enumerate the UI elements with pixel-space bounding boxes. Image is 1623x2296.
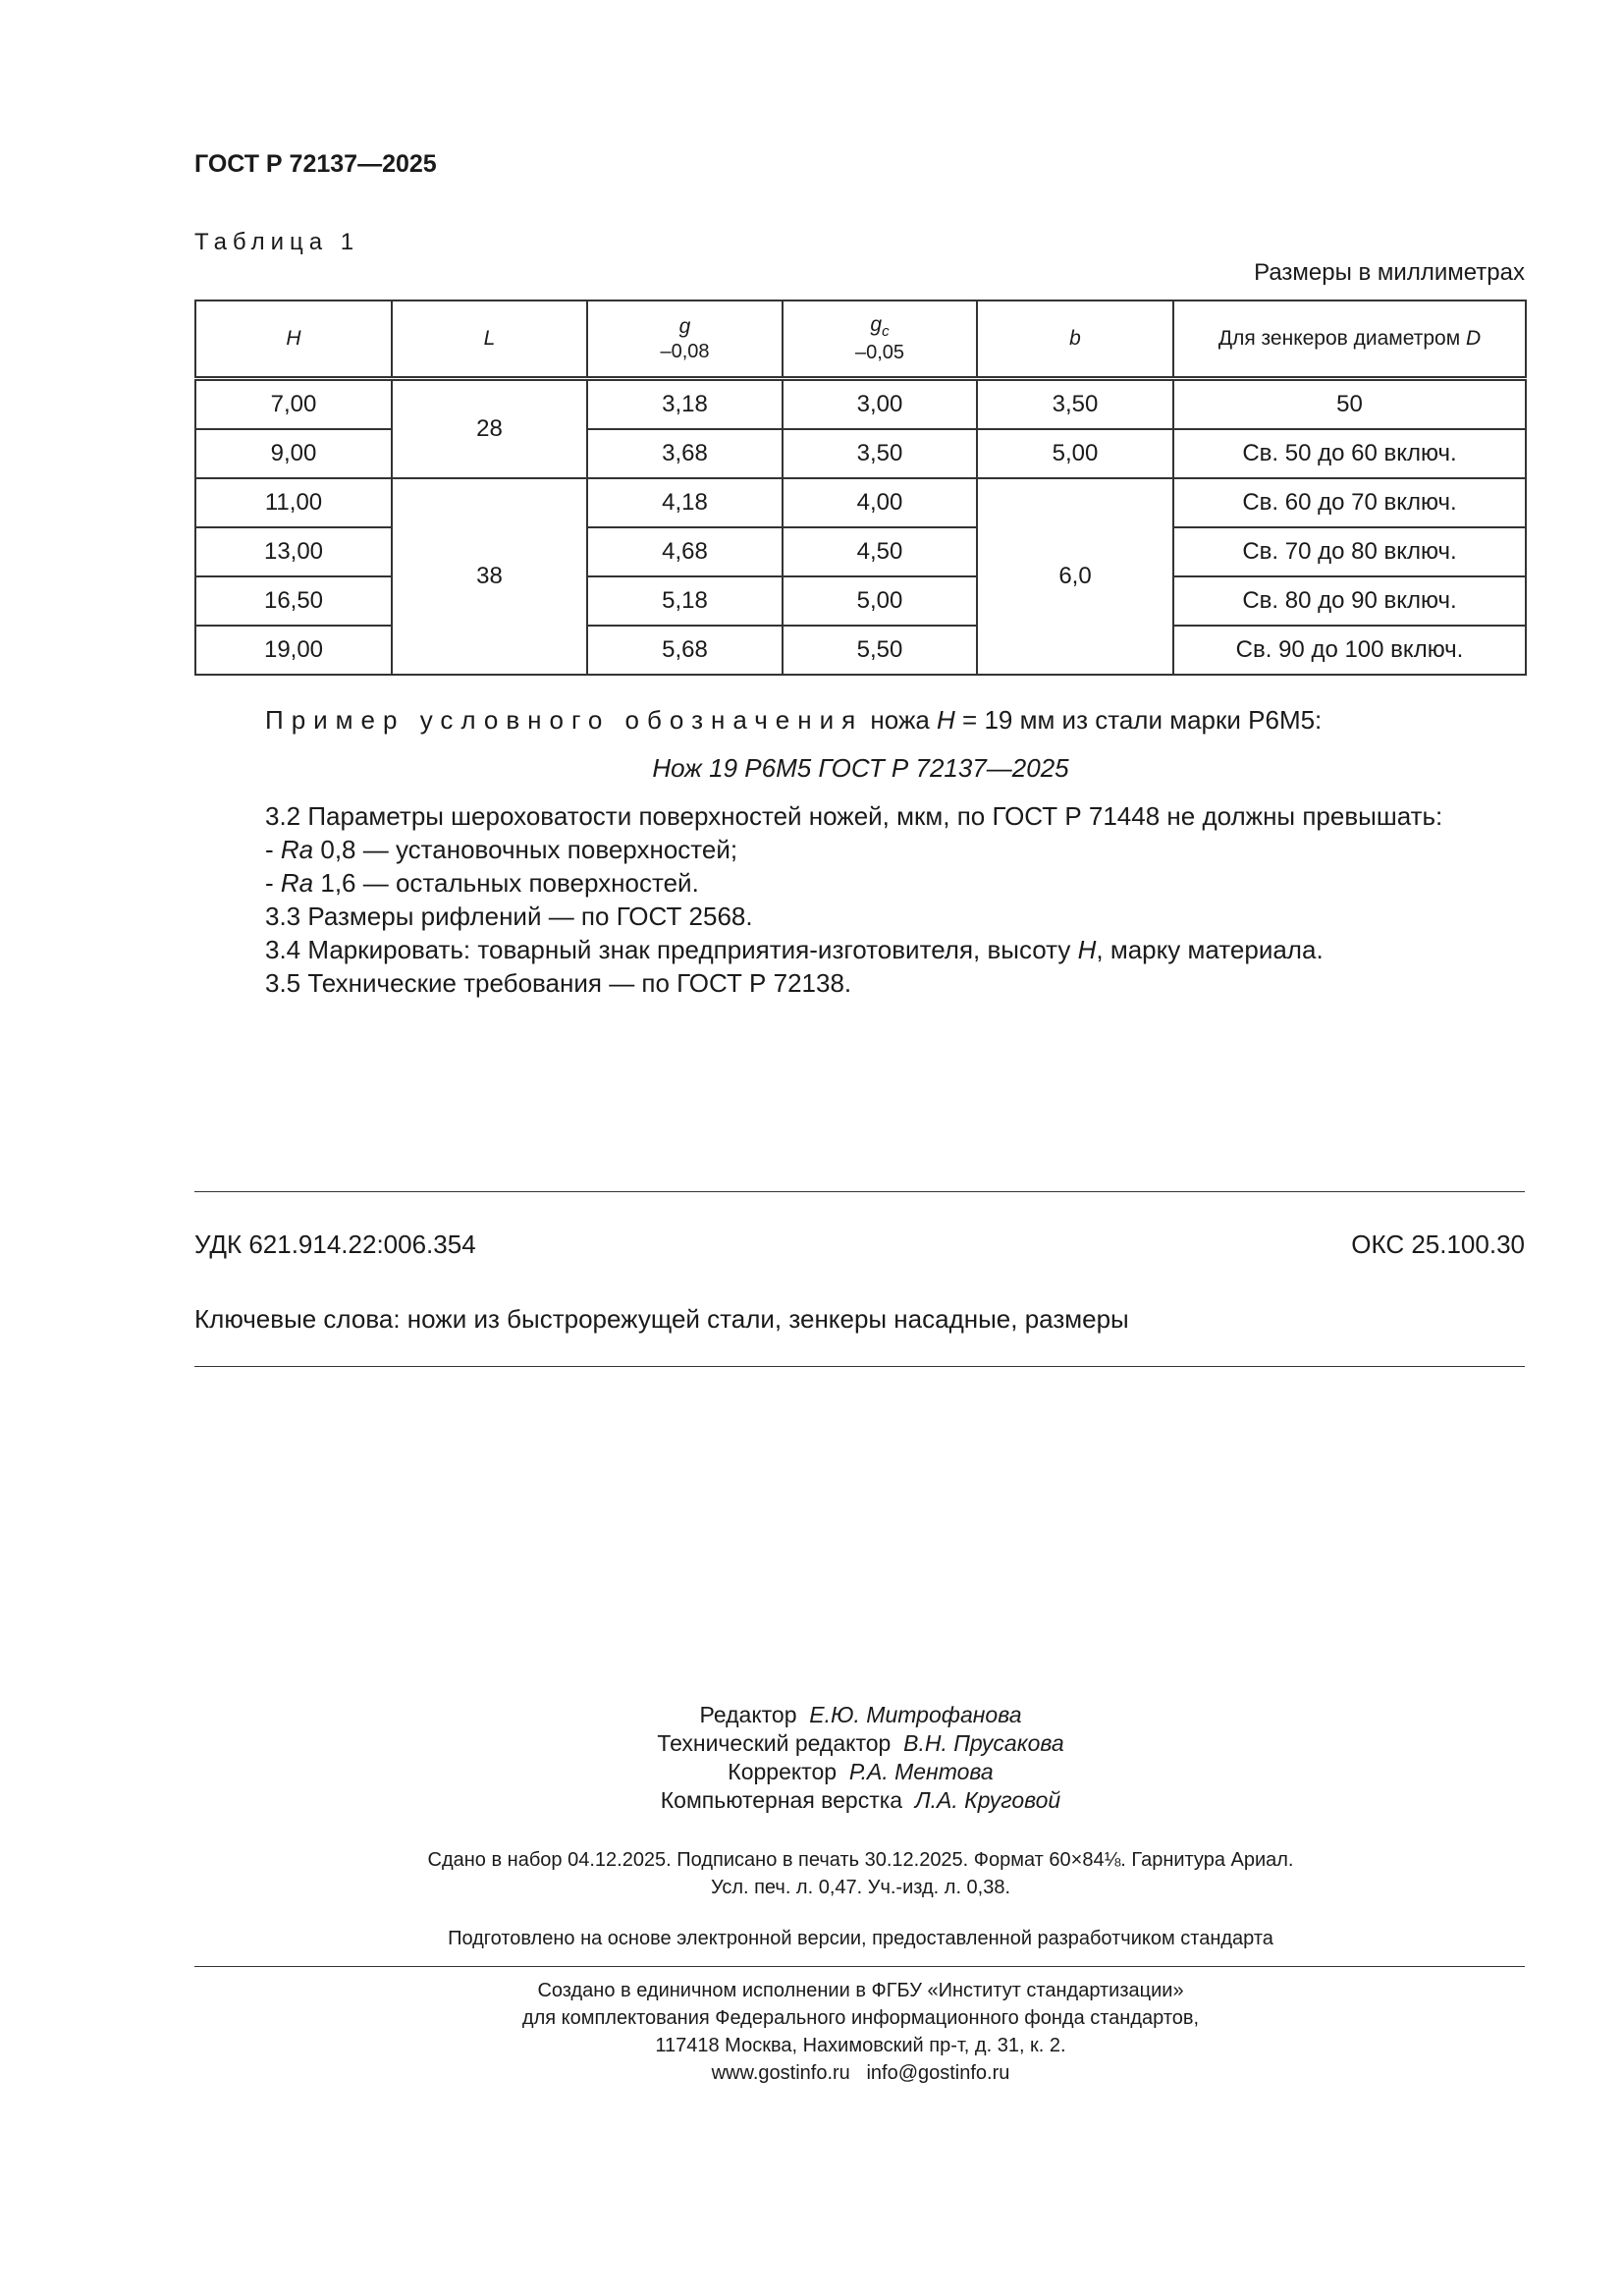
requirement-3-5: 3.5 Технические требования — по ГОСТ Р 72138. xyxy=(265,968,852,998)
cell-h: 16,50 xyxy=(195,576,392,626)
table-row xyxy=(195,379,1526,430)
cell-b: 3,50 xyxy=(977,379,1173,430)
oks-code: ОКС 25.100.30 xyxy=(1351,1230,1525,1259)
cell-h: 19,00 xyxy=(195,626,392,675)
table-header-row xyxy=(195,301,1526,379)
cell-g: 3,68 xyxy=(587,429,783,478)
cell-gc: 3,00 xyxy=(783,379,977,430)
designation-example-line: Пример условного обозначения ножа H = 19 мм из стали марки Р6М5: xyxy=(265,705,1323,735)
document-code-header: ГОСТ Р 72137—2025 xyxy=(194,150,437,178)
keywords: Ключевые слова: ножи из быстрорежущей стали, зенкеры насадные, размеры xyxy=(194,1304,1129,1334)
credit-editor: Редактор Е.Ю. Митрофанова xyxy=(699,1702,1022,1727)
publisher-line-2: для комплектования Федерального информационного фонда стандартов, xyxy=(521,2007,1200,2029)
cell-h: 9,00 xyxy=(195,429,392,478)
units-note: Размеры в миллиметрах xyxy=(1254,259,1525,286)
cell-g: 4,18 xyxy=(587,478,783,527)
publisher-contacts xyxy=(0,2062,1623,2085)
requirement-3-3: 3.3 Размеры рифлений — по ГОСТ 2568. xyxy=(265,902,753,931)
cell-h: 11,00 xyxy=(195,478,392,527)
header-l: L xyxy=(392,301,587,379)
roughness-item-1: - Ra 0,8 — установочных поверхностей; xyxy=(265,835,738,864)
designation-example: Нож 19 Р6М5 ГОСТ Р 72137—2025 xyxy=(652,753,1069,783)
cell-gc: 5,50 xyxy=(783,626,977,675)
example-label: Пример условного обозначения xyxy=(265,705,864,735)
header-h: H xyxy=(195,301,392,379)
cell-b: 5,00 xyxy=(977,429,1173,478)
divider-line xyxy=(194,1366,1525,1367)
cell-gc: 4,50 xyxy=(783,527,977,576)
cell-g: 3,18 xyxy=(587,379,783,430)
cell-diameter: Св. 80 до 90 включ. xyxy=(1173,576,1526,626)
cell-h: 7,00 xyxy=(195,379,392,430)
cell-h: 13,00 xyxy=(195,527,392,576)
publisher-line-1: Создано в единичном исполнении в ФГБУ «Институт стандартизации» xyxy=(537,1980,1184,2001)
header-diameter: Для зенкеров диаметром D xyxy=(1173,301,1526,379)
requirement-3-2: 3.2 Параметры шероховатости поверхностей ножей, мкм, по ГОСТ Р 71448 не должны превышать: xyxy=(265,801,1443,831)
cell-l-merged: 28 xyxy=(392,379,587,479)
imprint-line-2: Усл. печ. л. 0,47. Уч.-изд. л. 0,38. xyxy=(710,1877,1011,1898)
prepared-note: Подготовлено на основе электронной версии, предоставленной разработчиком стандарта xyxy=(448,1928,1273,1949)
cell-diameter: Св. 60 до 70 включ. xyxy=(1173,478,1526,527)
email-link[interactable]: info@gostinfo.ru xyxy=(866,2062,1010,2084)
dimensions-table xyxy=(194,300,1527,676)
cell-diameter: 50 xyxy=(1173,379,1526,430)
table-row xyxy=(195,478,1526,527)
tolerance-g: –0,08 xyxy=(660,340,710,362)
divider-line xyxy=(194,1966,1525,1967)
publisher-address: 117418 Москва, Нахимовский пр-т, д. 31, к. 2. xyxy=(655,2035,1066,2056)
cell-diameter: Св. 90 до 100 включ. xyxy=(1173,626,1526,675)
tolerance-gc: –0,05 xyxy=(854,342,905,364)
credit-proofreader: Корректор Р.А. Ментова xyxy=(728,1759,994,1784)
cell-g: 5,18 xyxy=(587,576,783,626)
credit-layout: Компьютерная верстка Л.А. Круговой xyxy=(660,1787,1061,1813)
divider-line xyxy=(194,1191,1525,1192)
header-g: g –0,08 xyxy=(587,301,783,379)
cell-g: 5,68 xyxy=(587,626,783,675)
credit-technical-editor: Технический редактор В.Н. Прусакова xyxy=(657,1730,1064,1756)
cell-gc: 4,00 xyxy=(783,478,977,527)
header-gc: $g_c$ –0,05 xyxy=(783,301,977,379)
imprint-line-1: Сдано в набор 04.12.2025. Подписано в печать 30.12.2025. Формат 60×84⅛. Гарнитура Ариал. xyxy=(427,1849,1294,1871)
cell-l-merged: 38 xyxy=(392,478,587,675)
cell-gc: 3,50 xyxy=(783,429,977,478)
cell-diameter: Св. 70 до 80 включ. xyxy=(1173,527,1526,576)
header-b: b xyxy=(977,301,1173,379)
udk-code: УДК 621.914.22:006.354 xyxy=(194,1230,476,1259)
cell-b-merged: 6,0 xyxy=(977,478,1173,675)
table-caption: Таблица 1 xyxy=(194,229,360,255)
roughness-item-2: - Ra 1,6 — остальных поверхностей. xyxy=(265,868,699,898)
cell-gc: 5,00 xyxy=(783,576,977,626)
cell-diameter: Св. 50 до 60 включ. xyxy=(1173,429,1526,478)
cell-g: 4,68 xyxy=(587,527,783,576)
requirement-3-4: 3.4 Маркировать: товарный знак предприятия-изготовителя, высоту H, марку материала. xyxy=(265,935,1324,964)
website-link[interactable]: www.gostinfo.ru xyxy=(711,2062,850,2084)
